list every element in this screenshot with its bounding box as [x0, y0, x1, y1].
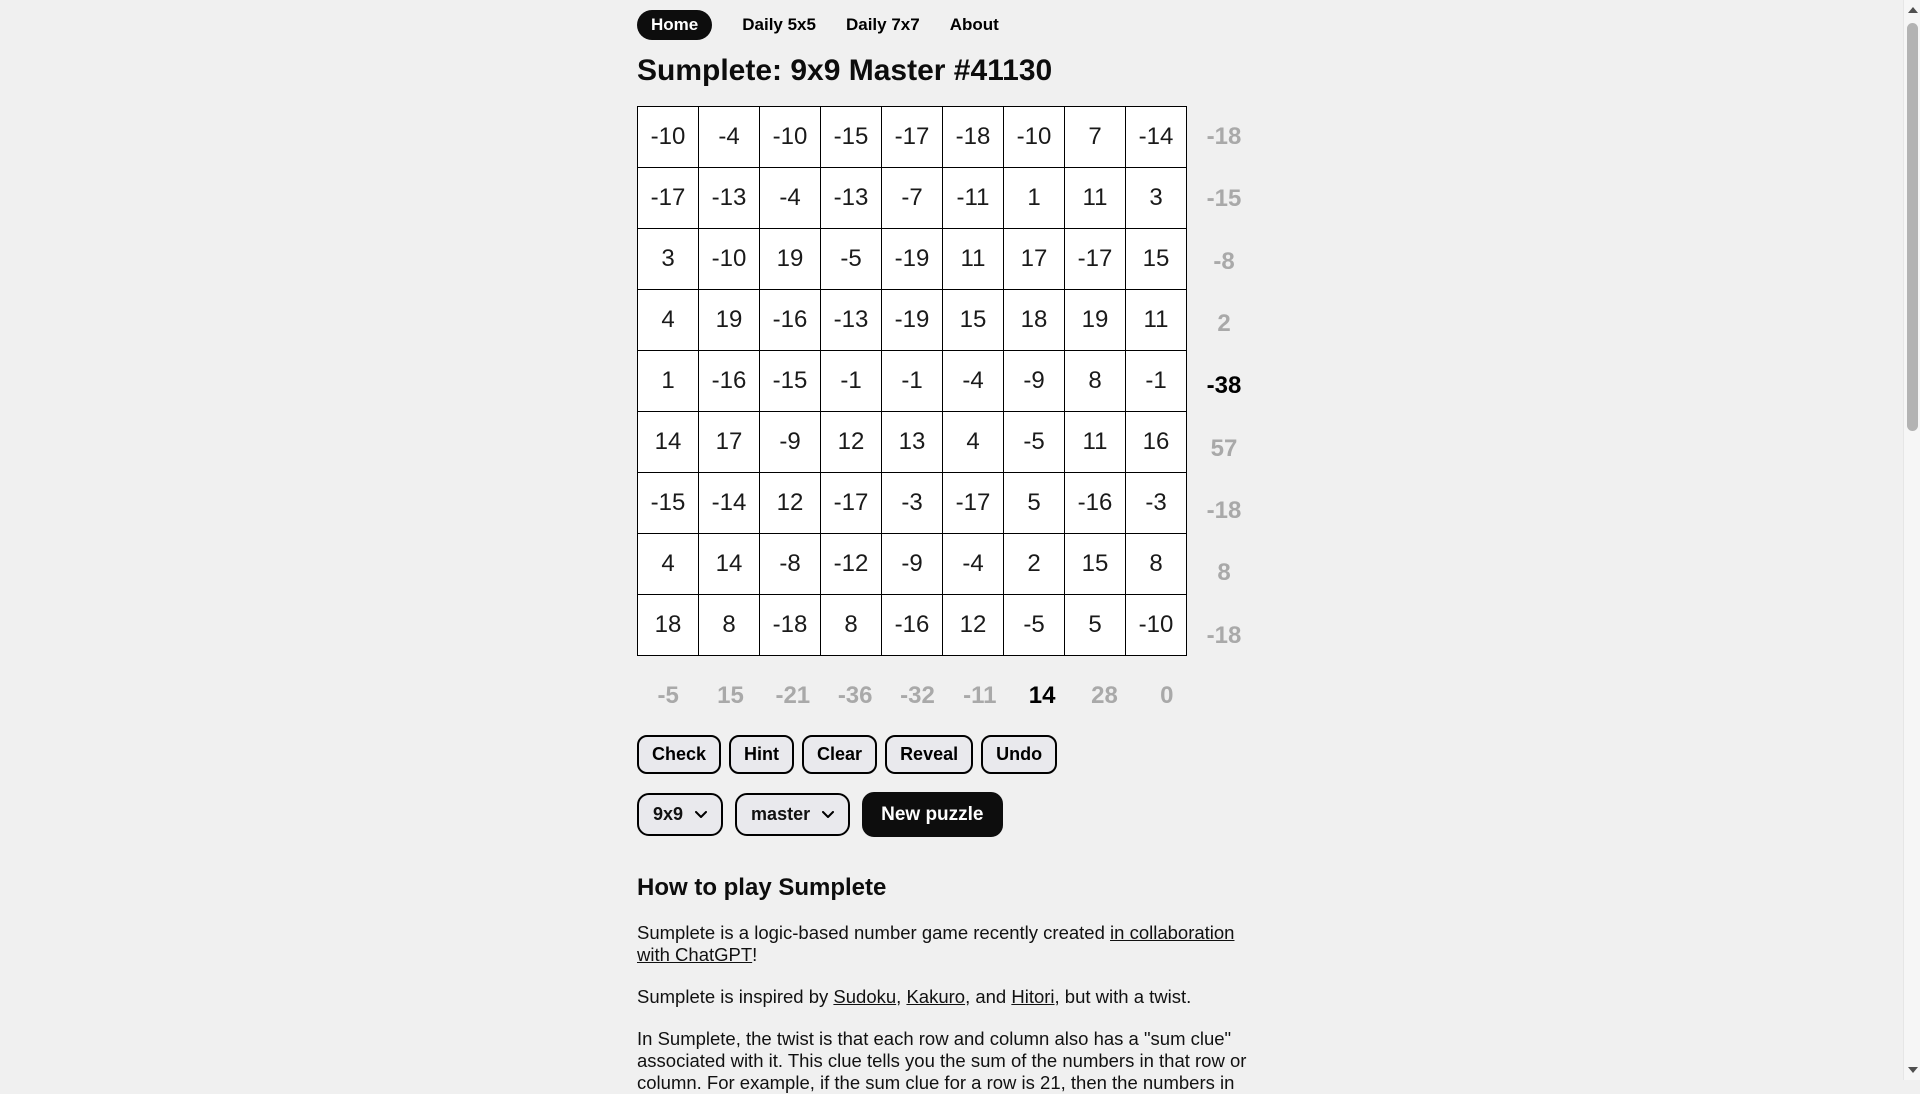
clear-button[interactable]: Clear [802, 735, 877, 774]
grid-cell[interactable]: 11 [1065, 412, 1126, 473]
size-select-value: 9x9 [653, 804, 684, 824]
grid-cell[interactable]: 17 [1004, 229, 1065, 290]
scrollbar-up-arrow-icon[interactable] [1908, 7, 1918, 13]
row-sum: -38 [1206, 372, 1242, 400]
grid-cell[interactable]: -5 [1004, 595, 1065, 656]
grid-row [638, 412, 1187, 473]
col-sum: 14 [1028, 682, 1056, 709]
grid-cell[interactable]: 2 [1004, 534, 1065, 595]
grid-cell[interactable]: 14 [638, 412, 699, 473]
how-to-play-section [637, 874, 1262, 1094]
chevron-down-icon [822, 811, 834, 819]
paragraph-text: Sumplete is a logic-based number game recently created [637, 922, 1111, 943]
puzzle-board [637, 106, 1262, 667]
how-to-play-paragraph-1 [637, 922, 1262, 966]
grid-cell[interactable]: -3 [1126, 473, 1187, 534]
action-button-row [637, 735, 1262, 774]
grid-cell[interactable]: 14 [699, 534, 760, 595]
grid-cell[interactable]: -8 [760, 534, 821, 595]
difficulty-select-value: master [751, 804, 811, 824]
paragraph-text: ! [752, 944, 758, 965]
undo-button[interactable]: Undo [981, 735, 1057, 774]
grid-cell[interactable]: 8 [1065, 351, 1126, 412]
vertical-scrollbar[interactable] [1903, 0, 1920, 1080]
grid-cell[interactable]: -1 [821, 351, 882, 412]
check-button[interactable]: Check [637, 735, 721, 774]
grid-row [638, 473, 1187, 534]
grid-cell[interactable]: -17 [943, 473, 1004, 534]
grid-cell[interactable]: -16 [699, 351, 760, 412]
grid-cell[interactable]: -3 [882, 473, 943, 534]
col-sum: 0 [1160, 682, 1174, 709]
how-to-play-heading: How to play Sumplete [637, 874, 887, 901]
grid-cell[interactable]: 18 [638, 595, 699, 656]
grid-cell[interactable]: -5 [821, 229, 882, 290]
hint-button[interactable]: Hint [729, 735, 794, 774]
how-to-play-paragraph-2 [637, 986, 1262, 1008]
col-sum: -5 [657, 682, 679, 709]
grid-cell[interactable]: 15 [1065, 534, 1126, 595]
grid-cell[interactable]: 8 [699, 595, 760, 656]
grid-cell[interactable]: -14 [1126, 107, 1187, 168]
grid-cell[interactable]: 5 [1004, 473, 1065, 534]
grid-row [638, 595, 1187, 656]
col-sum: 28 [1091, 682, 1118, 709]
grid-cell[interactable]: 12 [821, 412, 882, 473]
chatgpt-collab-link[interactable]: in collaboration with ChatGPT [637, 922, 1235, 965]
grid-cell[interactable]: -5 [1004, 412, 1065, 473]
grid-cell[interactable]: -10 [638, 107, 699, 168]
grid-cell[interactable]: -17 [1065, 229, 1126, 290]
grid-cell[interactable]: -15 [760, 351, 821, 412]
grid-cell[interactable]: -15 [638, 473, 699, 534]
col-sum: -21 [775, 682, 811, 709]
grid-cell[interactable]: 11 [1065, 168, 1126, 229]
row-sum: -18 [1206, 123, 1242, 151]
grid-cell[interactable]: -11 [943, 168, 1004, 229]
grid-cell[interactable]: 13 [882, 412, 943, 473]
grid-cell[interactable]: -4 [760, 168, 821, 229]
grid-cell[interactable]: -1 [1126, 351, 1187, 412]
grid-cell[interactable]: -9 [1004, 351, 1065, 412]
col-sum: 15 [717, 682, 744, 709]
puzzle-grid [637, 106, 1187, 656]
difficulty-select[interactable] [735, 793, 850, 836]
new-puzzle-button[interactable]: New puzzle [862, 792, 1002, 837]
row-sum: -18 [1206, 497, 1242, 525]
grid-cell[interactable]: 12 [943, 595, 1004, 656]
grid-cell[interactable]: 1 [638, 351, 699, 412]
grid-cell[interactable]: 15 [1126, 229, 1187, 290]
grid-cell[interactable]: -10 [1126, 595, 1187, 656]
grid-cell[interactable]: -12 [821, 534, 882, 595]
grid-cell[interactable]: -17 [821, 473, 882, 534]
grid-cell[interactable]: 8 [821, 595, 882, 656]
grid-cell[interactable]: 3 [1126, 168, 1187, 229]
how-to-play-paragraph-3: In Sumplete, the twist is that each row and column also has a "sum clue" associated with it. This clue tells you the sum of the numbers in that row or column. For example, if the sum clue for a row is 21, then the numbers in [637, 1028, 1247, 1093]
hitori-link[interactable]: Hitori [1011, 986, 1055, 1007]
grid-cell[interactable]: -4 [943, 351, 1004, 412]
grid-cell[interactable]: 1 [1004, 168, 1065, 229]
grid-cell[interactable]: -13 [821, 168, 882, 229]
grid-cell[interactable]: 3 [638, 229, 699, 290]
paragraph-text: , but with a twist. [1054, 986, 1192, 1007]
reveal-button[interactable]: Reveal [885, 735, 973, 774]
grid-cell[interactable]: -17 [882, 107, 943, 168]
grid-row [638, 168, 1187, 229]
grid-row [638, 351, 1187, 412]
col-sum: -11 [963, 682, 997, 709]
grid-row [638, 107, 1187, 168]
grid-cell[interactable]: -18 [943, 107, 1004, 168]
grid-cell[interactable]: -4 [943, 534, 1004, 595]
puzzle-grid-body [638, 107, 1187, 656]
scrollbar-down-arrow-icon[interactable] [1908, 1067, 1918, 1073]
col-sums-row [637, 681, 1198, 711]
grid-cell[interactable]: 16 [1126, 412, 1187, 473]
grid-cell[interactable]: -9 [760, 412, 821, 473]
col-sum: -32 [900, 682, 935, 709]
row-sum: -18 [1206, 621, 1242, 649]
sudoku-link[interactable]: Sudoku [833, 986, 897, 1007]
grid-cell[interactable]: -14 [699, 473, 760, 534]
grid-cell[interactable]: 19 [1065, 290, 1126, 351]
grid-cell[interactable]: -16 [882, 595, 943, 656]
grid-cell[interactable]: -10 [760, 107, 821, 168]
page-title: Sumplete: 9x9 Master #41130 [637, 54, 1053, 87]
grid-cell[interactable]: -17 [638, 168, 699, 229]
chevron-down-icon [695, 811, 707, 819]
grid-cell[interactable]: -19 [882, 290, 943, 351]
nav-item-home[interactable]: Home [637, 10, 712, 40]
grid-cell[interactable]: -16 [1065, 473, 1126, 534]
grid-cell[interactable]: 11 [943, 229, 1004, 290]
grid-row [638, 290, 1187, 351]
nav-item-daily-7x7[interactable]: Daily 7x7 [845, 15, 920, 34]
grid-cell[interactable]: 12 [760, 473, 821, 534]
grid-cell[interactable]: 4 [638, 290, 699, 351]
paragraph-text: , [896, 986, 907, 1007]
grid-cell[interactable]: 19 [699, 290, 760, 351]
grid-cell[interactable]: -10 [699, 229, 760, 290]
row-sum: 2 [1217, 310, 1231, 338]
grid-cell[interactable]: 5 [1065, 595, 1126, 656]
nav-item-daily-5x5[interactable]: Daily 5x5 [742, 15, 816, 34]
main-content [637, 0, 1262, 1094]
grid-cell[interactable]: 17 [699, 412, 760, 473]
row-sum: 8 [1217, 559, 1231, 587]
grid-cell[interactable]: -18 [760, 595, 821, 656]
grid-cell[interactable]: -13 [821, 290, 882, 351]
grid-cell[interactable]: 8 [1126, 534, 1187, 595]
kakuro-link[interactable]: Kakuro [906, 986, 966, 1007]
grid-row [638, 229, 1187, 290]
row-sums-column [1197, 106, 1251, 667]
size-select[interactable] [637, 793, 723, 836]
grid-cell[interactable]: 4 [943, 412, 1004, 473]
col-sum: -36 [837, 682, 873, 709]
grid-cell[interactable]: 11 [1126, 290, 1187, 351]
row-sum: 57 [1210, 434, 1238, 462]
grid-row [638, 534, 1187, 595]
row-sum: -8 [1213, 247, 1235, 275]
grid-cell[interactable]: -4 [699, 107, 760, 168]
grid-cell[interactable]: -9 [882, 534, 943, 595]
grid-cell[interactable]: 19 [760, 229, 821, 290]
nav-item-about[interactable]: About [949, 15, 999, 34]
paragraph-text: , and [965, 986, 1012, 1007]
grid-cell[interactable]: -7 [882, 168, 943, 229]
grid-cell[interactable]: -16 [760, 290, 821, 351]
grid-cell[interactable]: 7 [1065, 107, 1126, 168]
grid-cell[interactable]: -10 [1004, 107, 1065, 168]
grid-cell[interactable]: 4 [638, 534, 699, 595]
grid-cell[interactable]: -19 [882, 229, 943, 290]
puzzle-settings-row [637, 792, 1262, 837]
grid-cell[interactable]: -15 [821, 107, 882, 168]
grid-cell[interactable]: 15 [943, 290, 1004, 351]
grid-cell[interactable]: 18 [1004, 290, 1065, 351]
scrollbar-thumb[interactable] [1907, 23, 1918, 431]
grid-cell[interactable]: -1 [882, 351, 943, 412]
paragraph-text: Sumplete is inspired by [637, 986, 834, 1007]
nav-bar [637, 10, 1262, 40]
grid-cell[interactable]: -13 [699, 168, 760, 229]
row-sum: -15 [1206, 185, 1242, 213]
